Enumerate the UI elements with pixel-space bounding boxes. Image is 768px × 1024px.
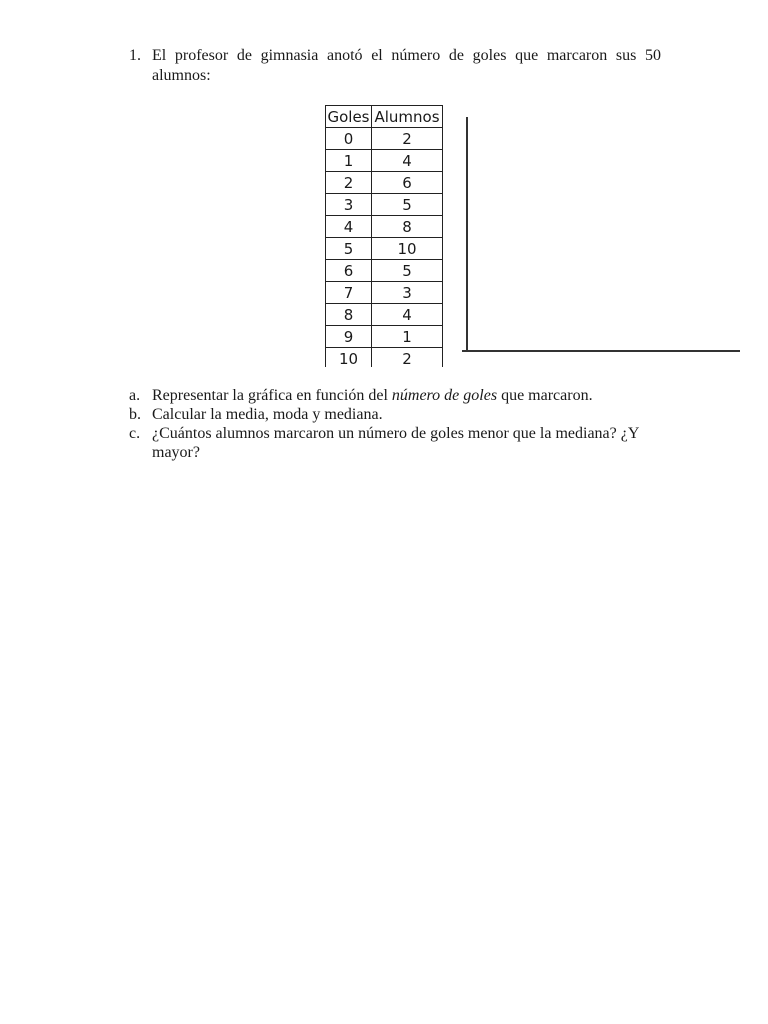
cell-alumnos: 4: [372, 304, 443, 326]
cell-goles: 2: [326, 172, 372, 194]
cell-alumnos: 4: [372, 150, 443, 172]
cell-alumnos: 5: [372, 194, 443, 216]
cell-goles: 8: [326, 304, 372, 326]
problem-number: 1.: [129, 47, 141, 64]
task-item: [129, 424, 661, 462]
cell-goles: 0: [326, 128, 372, 150]
table-row: [326, 326, 443, 348]
task-text: Representar la gráfica en función del: [152, 387, 392, 404]
table-row: [326, 172, 443, 194]
cell-goles: 3: [326, 194, 372, 216]
table-row: [326, 150, 443, 172]
table-row: [326, 238, 443, 260]
cell-alumnos: 3: [372, 282, 443, 304]
cell-alumnos: 8: [372, 216, 443, 238]
graph-x-axis: [462, 350, 740, 352]
table-row: [326, 216, 443, 238]
cell-alumnos: 2: [372, 348, 443, 368]
cell-alumnos: 6: [372, 172, 443, 194]
table-body: [326, 128, 443, 368]
cell-goles: 7: [326, 282, 372, 304]
task-letter: a.: [129, 387, 141, 404]
table-row: [326, 128, 443, 150]
cell-goles: 6: [326, 260, 372, 282]
cell-goles: 5: [326, 238, 372, 260]
problem-statement: [129, 46, 661, 86]
table-header-row: [326, 106, 443, 128]
task-item: [129, 386, 661, 405]
task-letter: c.: [129, 425, 141, 442]
data-table: [325, 105, 443, 367]
table-row: [326, 260, 443, 282]
cell-goles: 9: [326, 326, 372, 348]
cell-goles: 1: [326, 150, 372, 172]
task-text: Calcular la media, moda y mediana.: [152, 406, 383, 423]
graph-y-axis: [466, 117, 468, 352]
task-italic-text: número de goles: [391, 387, 498, 404]
cell-goles: 4: [326, 216, 372, 238]
cell-alumnos: 5: [372, 260, 443, 282]
task-text-end: que marcaron.: [497, 387, 593, 404]
problem-text: El profesor de gimnasia anotó el número de goles que marcaron sus 50 alumnos:: [152, 47, 661, 84]
cell-goles: 10: [326, 348, 372, 368]
cell-alumnos: 2: [372, 128, 443, 150]
task-letter: b.: [129, 406, 141, 423]
cell-alumnos: 1: [372, 326, 443, 348]
task-item: [129, 405, 661, 424]
table-row: [326, 282, 443, 304]
table-row: [326, 348, 443, 368]
cell-alumnos: 10: [372, 238, 443, 260]
data-table-container: [325, 105, 444, 367]
task-list: [129, 386, 661, 462]
table-row: [326, 304, 443, 326]
header-goles: Goles: [327, 107, 370, 126]
table-row: [326, 194, 443, 216]
task-text: ¿Cuántos alumnos marcaron un número de goles menor que la mediana? ¿Y mayor?: [152, 425, 639, 461]
header-alumnos: Alumnos: [372, 106, 443, 128]
